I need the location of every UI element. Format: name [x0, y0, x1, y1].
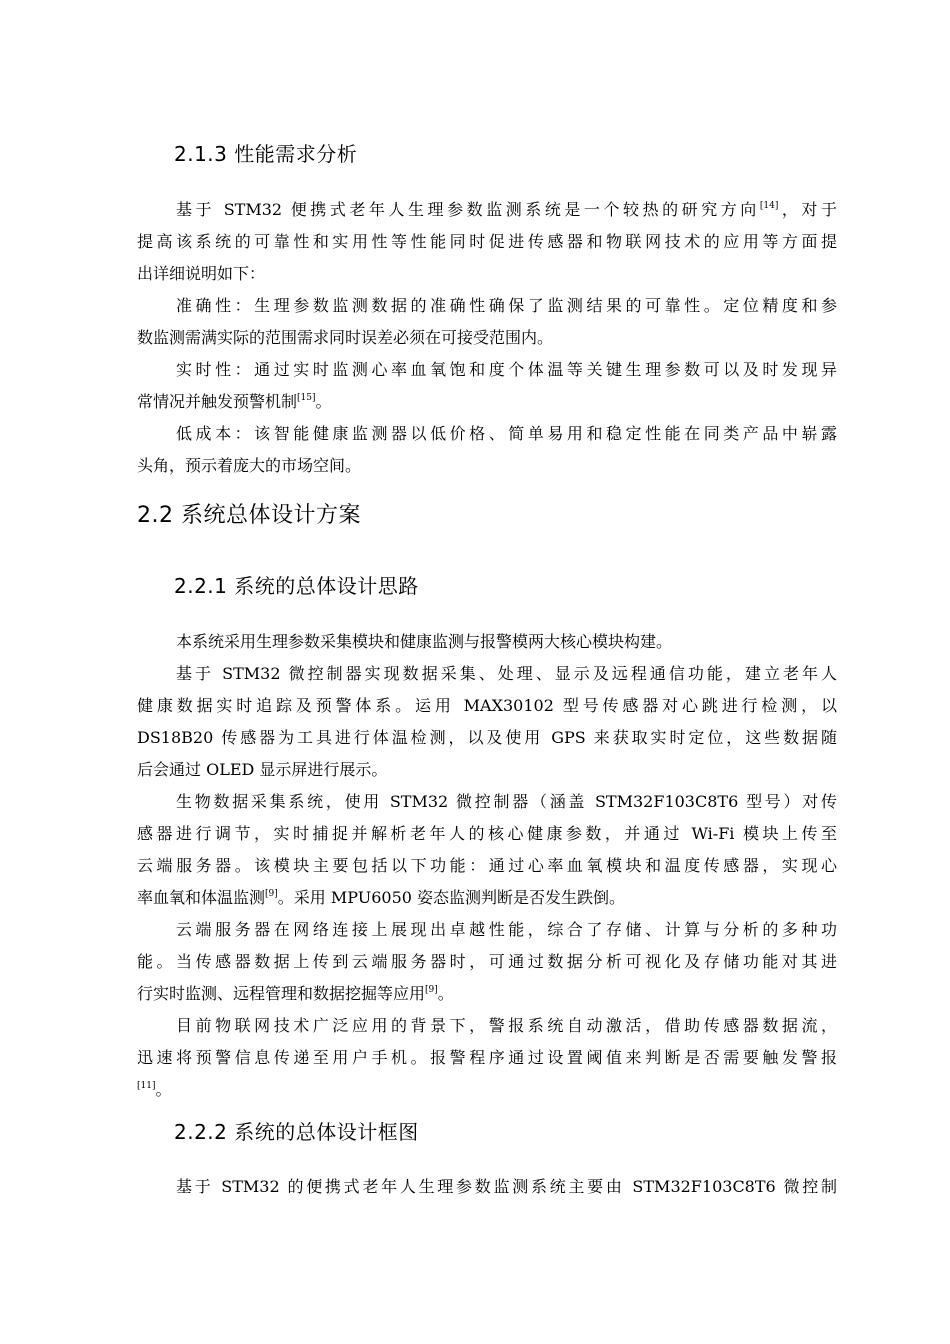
paragraph-line [137, 1079, 837, 1101]
text-run: 基于 STM32 便携式老年人生理参数监测系统是一个较热的研究方向 [176, 200, 760, 219]
text-run: 。 [315, 392, 332, 411]
paragraph-line: 提高该系统的可靠性和实用性等性能同时促进传感器和物联网技术的应用等方面提 [137, 232, 837, 251]
paragraph-line: 健康数据实时追踪及预警体系。运用 MAX30102 型号传感器对心跳进行检测，以 [137, 696, 837, 715]
paragraph-line: 出详细说明如下： [137, 264, 266, 283]
paragraph-line: 准确性：生理参数监测数据的准确性确保了监测结果的可靠性。定位精度和参 [176, 296, 837, 315]
heading-2-2-1: 2.2.1 系统的总体设计思路 [174, 574, 419, 598]
paragraph-line: 基于 STM32 微控制器实现数据采集、处理、显示及远程通信功能，建立老年人 [176, 664, 837, 683]
paragraph-line: 基于 STM32 的便携式老年人生理参数监测系统主要由 STM32F103C8T6 微控制 [176, 1177, 837, 1196]
paragraph-line: 生物数据采集系统，使用 STM32 微控制器（涵盖 STM32F103C8T6 型号）对传 [176, 792, 837, 811]
citation: [11] [137, 1081, 156, 1091]
paragraph-line: 迅速将预警信息传递至用户手机。报警程序通过设置阈值来判断是否需要触发警报 [137, 1048, 837, 1067]
paragraph-line: 实时性：通过实时监测心率血氧饱和度个体温等关键生理参数可以及时发现异 [176, 360, 837, 379]
paragraph-line: 云端服务器。该模块主要包括以下功能：通过心率血氧模块和温度传感器，实现心 [137, 856, 837, 875]
citation: [9] [265, 889, 278, 899]
paragraph-line: 感器进行调节，实时捕捉并解析老年人的核心健康参数，并通过 Wi-Fi 模块上传至 [137, 824, 837, 843]
paragraph-line: DS18B20 传感器为工具进行体温检测，以及使用 GPS 来获取实时定位，这些数据随 [137, 728, 837, 747]
citation: [15] [297, 393, 316, 403]
paragraph-line: 云端服务器在网络连接上展现出卓越性能，综合了存储、计算与分析的多种功 [176, 920, 837, 939]
citation: [14] [759, 201, 779, 211]
text-run: 行实时监测、远程管理和数据挖掘等应用 [137, 984, 426, 1003]
text-run: ，对于 [778, 200, 837, 219]
paragraph-line: 能。当传感器数据上传到云端服务器时，可通过数据分析可视化及存储功能对其进 [137, 952, 837, 971]
paragraph-line: 头角，预示着庞大的市场空间。 [137, 456, 362, 475]
paragraph-line: 目前物联网技术广泛应用的背景下，警报系统自动激活，借助传感器数据流， [176, 1016, 837, 1035]
paragraph-line [137, 391, 837, 413]
heading-2-2: 2.2 系统总体设计方案 [137, 503, 361, 528]
paragraph-line: 后会通过 OLED 显示屏进行展示。 [137, 760, 388, 779]
text-run: 常情况并触发预警机制 [137, 392, 298, 411]
heading-2-2-2: 2.2.2 系统的总体设计框图 [174, 1120, 419, 1144]
text-run: 。 [437, 984, 454, 1003]
heading-2-1-3: 2.1.3 性能需求分析 [174, 142, 358, 166]
paragraph-line: 本系统采用生理参数采集模块和健康监测与报警模两大核心模块构建。 [176, 632, 673, 651]
text-run: 。采用 MPU6050 姿态监测判断是否发生跌倒。 [277, 888, 626, 907]
paragraph-line [137, 983, 837, 1005]
text-run: 率血氧和体温监测 [137, 888, 266, 907]
paragraph-line [176, 199, 837, 221]
paragraph-line [137, 887, 837, 909]
text-run: 。 [155, 1080, 172, 1099]
paragraph-line: 低成本：该智能健康监测器以低价格、简单易用和稳定性能在同类产品中崭露 [176, 424, 837, 443]
paragraph-line: 数监测需满实际的范围需求同时误差必须在可接受范围内。 [137, 328, 554, 347]
citation: [9] [425, 985, 438, 995]
